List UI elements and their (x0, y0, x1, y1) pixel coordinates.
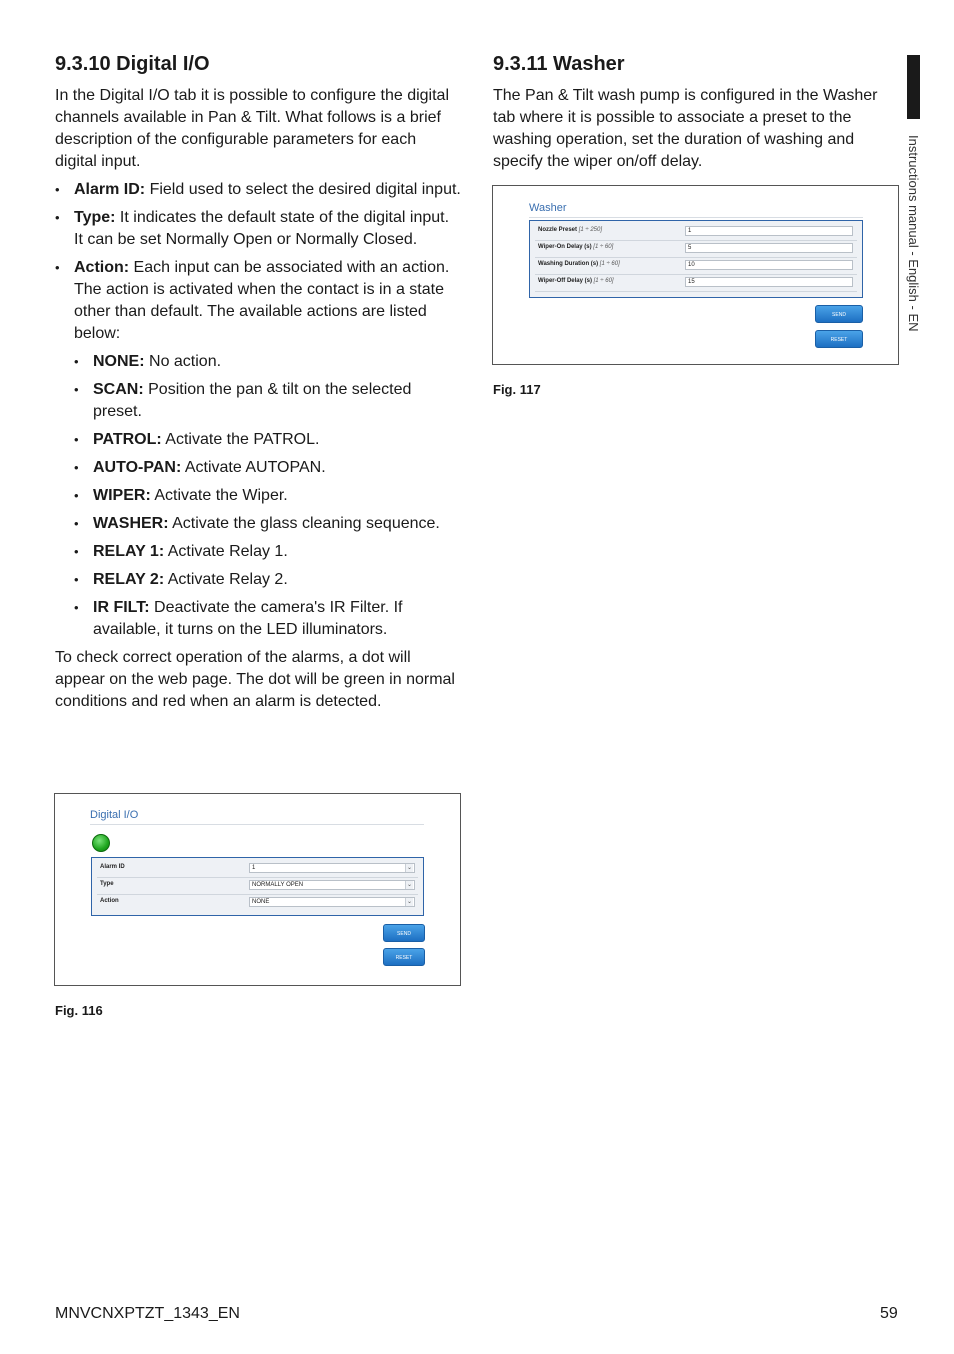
type-select[interactable]: NORMALLY OPEN ⌄ (249, 880, 415, 890)
section-heading: 9.3.10 Digital I/O (55, 53, 210, 75)
washer-figure (492, 185, 899, 365)
intro-paragraph: In the Digital I/O tab it is possible to configure the digital channels available in Pan & Tilt. What follows is a brief description of the configurable parameters for each digital input. (55, 87, 449, 170)
digital-io-form (91, 857, 424, 916)
action-list (74, 351, 461, 641)
intro-paragraph: The Pan & Tilt wash pump is configured in the Washer tab where it is possible to associate a preset to the washing operation, set the duration of washing and specify the wiper on/off delay. (493, 87, 878, 170)
chevron-down-icon: ⌄ (406, 865, 413, 871)
list-item: • WIPER: Activate the Wiper. (74, 485, 461, 507)
washer-form (529, 220, 863, 298)
wiper-off-delay-input[interactable]: 15 (685, 277, 853, 287)
list-item: • NONE: No action. (74, 351, 461, 373)
outro-paragraph: To check correct operation of the alarms, a dot will appear on the web page. The dot will be green in normal conditions and red when an alarm is detected. (55, 649, 455, 710)
send-button[interactable]: SEND (815, 305, 863, 323)
form-row: Wiper-On Delay (s) [1 ÷ 60] 5 (535, 240, 857, 258)
action-select[interactable]: NONE ⌄ (249, 897, 415, 907)
list-item: • Action: Each input can be associated with an action. The action is activated when the contact is in a state other than default. The available actions are listed below: • NONE: No action. • SCAN: Position the pan & tilt on the selected preset. • PATROL: Activate the PATROL. • AUTO-PAN: Activate AUTOPAN. • WIPER: Activate the Wiper. • WASHER: Activate the glass cleaning sequence. • RELAY 1: Activate Relay 1. • RELAY 2: Activate Relay 2. • IR FILT: Deactivate the camera's IR Filter. If available, it turns on the LED illuminators. (55, 257, 461, 641)
list-item: • Alarm ID: Field used to select the desired digital input. (55, 179, 461, 201)
digital-io-figure (54, 793, 461, 986)
list-item: • RELAY 1: Activate Relay 1. (74, 541, 461, 563)
reset-button[interactable]: RESET (815, 330, 863, 348)
figure-title: Washer (529, 202, 567, 214)
form-row: Nozzle Preset [1 ÷ 250] 1 (535, 223, 857, 241)
form-row: Wiper-Off Delay (s) [1 ÷ 60] 15 (535, 274, 857, 292)
list-item: • AUTO-PAN: Activate AUTOPAN. (74, 457, 461, 479)
alarm-id-select[interactable]: 1 ⌄ (249, 863, 415, 873)
list-item: • WASHER: Activate the glass cleaning sequence. (74, 513, 461, 535)
send-button[interactable]: SEND (383, 924, 425, 942)
form-row: Alarm ID 1 ⌄ (97, 860, 418, 878)
form-row: Type NORMALLY OPEN ⌄ (97, 877, 418, 895)
washer-section (493, 52, 899, 179)
nozzle-preset-input[interactable]: 1 (685, 226, 853, 236)
chevron-down-icon: ⌄ (406, 882, 413, 888)
list-item: • RELAY 2: Activate Relay 2. (74, 569, 461, 591)
side-label: Instructions manual - English - EN (906, 135, 921, 332)
divider (529, 217, 863, 218)
status-dot (92, 834, 110, 852)
page-number: 59 (880, 1305, 898, 1322)
list-item: • SCAN: Position the pan & tilt on the selected preset. (74, 379, 461, 423)
figure-caption: Fig. 117 (493, 382, 541, 397)
washing-duration-input[interactable]: 10 (685, 260, 853, 270)
divider (90, 824, 424, 825)
form-row: Washing Duration (s) [1 ÷ 60] 10 (535, 257, 857, 275)
figure-caption: Fig. 116 (55, 1003, 103, 1018)
figure-title: Digital I/O (90, 809, 139, 821)
list-item: • IR FILT: Deactivate the camera's IR Filter. If available, it turns on the LED illuminators. (74, 597, 461, 641)
list-item: • PATROL: Activate the PATROL. (74, 429, 461, 451)
parameter-list (55, 179, 461, 641)
form-row: Action NONE ⌄ (97, 894, 418, 911)
digital-io-section (55, 52, 461, 719)
section-heading: 9.3.11 Washer (493, 53, 625, 75)
chevron-down-icon: ⌄ (406, 899, 413, 905)
wiper-on-delay-input[interactable]: 5 (685, 243, 853, 253)
side-tab-marker (907, 55, 920, 119)
document-code: MNVCNXPTZT_1343_EN (55, 1305, 240, 1322)
reset-button[interactable]: RESET (383, 948, 425, 966)
list-item: • Type: It indicates the default state of the digital input. It can be set Normally Open or Normally Closed. (55, 207, 461, 251)
